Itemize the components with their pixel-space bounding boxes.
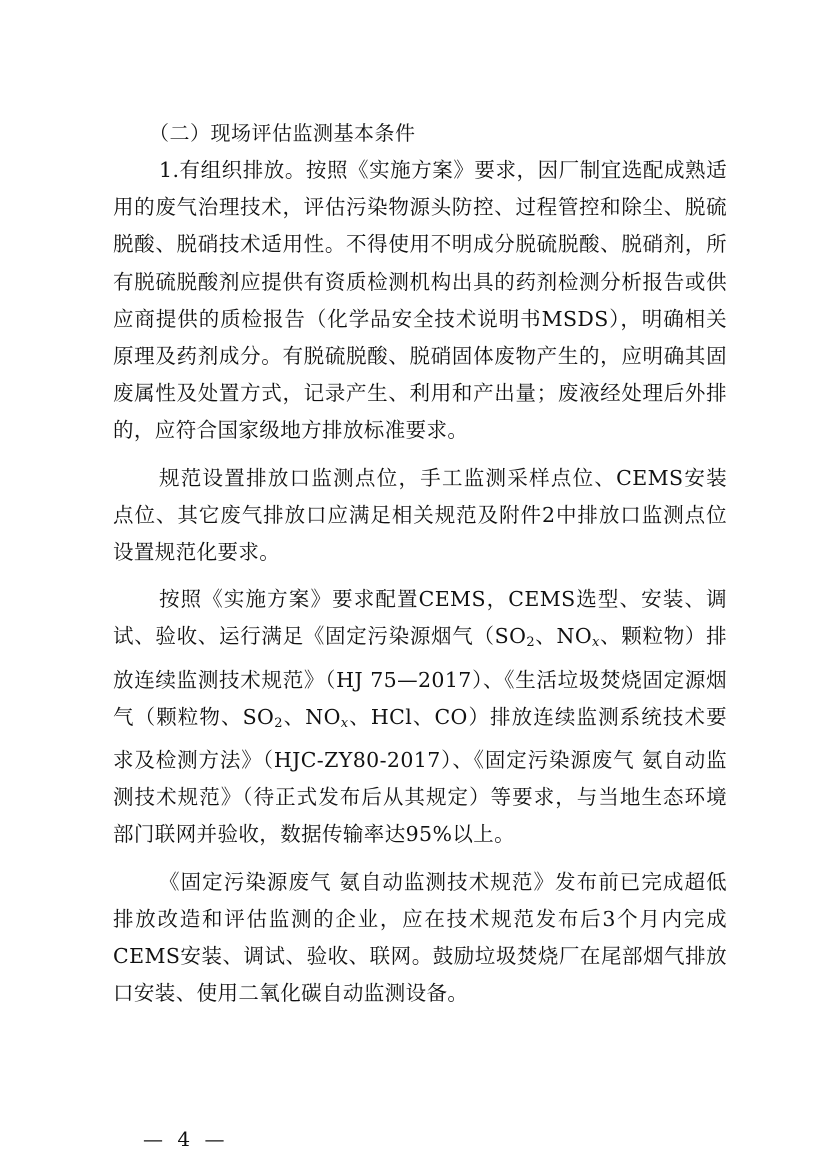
so2-subscript-2: 2	[274, 715, 283, 731]
page-content	[113, 115, 727, 1022]
cems-text-4: 、NO	[282, 704, 341, 729]
cems-text-5: 、HCl、CO）排放连续监测系统技术要求及检测方法》（HJC-ZY80-2017）、《固定污染源废气 氨自动监测技术规范》（待正式发布后从其规定）等要求，与当地生态环境部门联网并验收，数据传输率达95%以上。	[113, 704, 727, 847]
nox-subscript: x	[592, 635, 600, 651]
paragraph-cems-requirements	[113, 581, 727, 853]
cems-text-1: 按照《实施方案》要求配置CEMS，CEMS选型、安装、调试、验收、运行满足《固定污染源烟气（SO	[113, 587, 727, 649]
cems-text-2: 、NO	[534, 624, 593, 649]
nox-subscript-2: x	[340, 715, 349, 731]
section-heading: （二）现场评估监测基本条件	[149, 121, 416, 145]
so2-subscript: 2	[526, 635, 535, 651]
paragraph-monitoring-points: 规范设置排放口监测点位，手工监测采样点位、CEMS安装点位、其它废气排放口应满足相关规范及附件2中排放口监测点位设置规范化要求。	[113, 465, 727, 565]
paragraph-ammonia-standard: 《固定污染源废气 氨自动监测技术规范》发布前已完成超低排放改造和评估监测的企业，应在技术规范发布后3个月内完成CEMS安装、调试、验收、联网。鼓励垃圾焚烧厂在尾部烟气排放口安装、使用二氧化碳自动监测设备。	[113, 869, 727, 1006]
paragraph-organized-emission: 1.有组织排放。按照《实施方案》要求，因厂制宜选配成熟适用的废气治理技术，评估污染物源头防控、过程管控和除尘、脱硫脱酸、脱硝技术适用性。不得使用不明成分脱硫脱酸、脱硝剂，所有脱硫脱酸剂应提供有资质检测机构出具的药剂检测分析报告或供应商提供的质检报告（化学品安全技术说明书MSDS），明确相关原理及药剂成分。有脱硫脱酸、脱硝固体废物产生的，应明确其固废属性及处置方式，记录产生、利用和产出量；废液经处理后外排的，应符合国家级地方排放标准要求。	[113, 158, 727, 443]
cems-text-3: 、颗粒物）排放连续监测技术规范》（HJ 75—2017）、《生活垃圾焚烧固定源烟气（颗粒物、SO	[113, 624, 727, 729]
page-number: — 4 —	[143, 1127, 229, 1151]
